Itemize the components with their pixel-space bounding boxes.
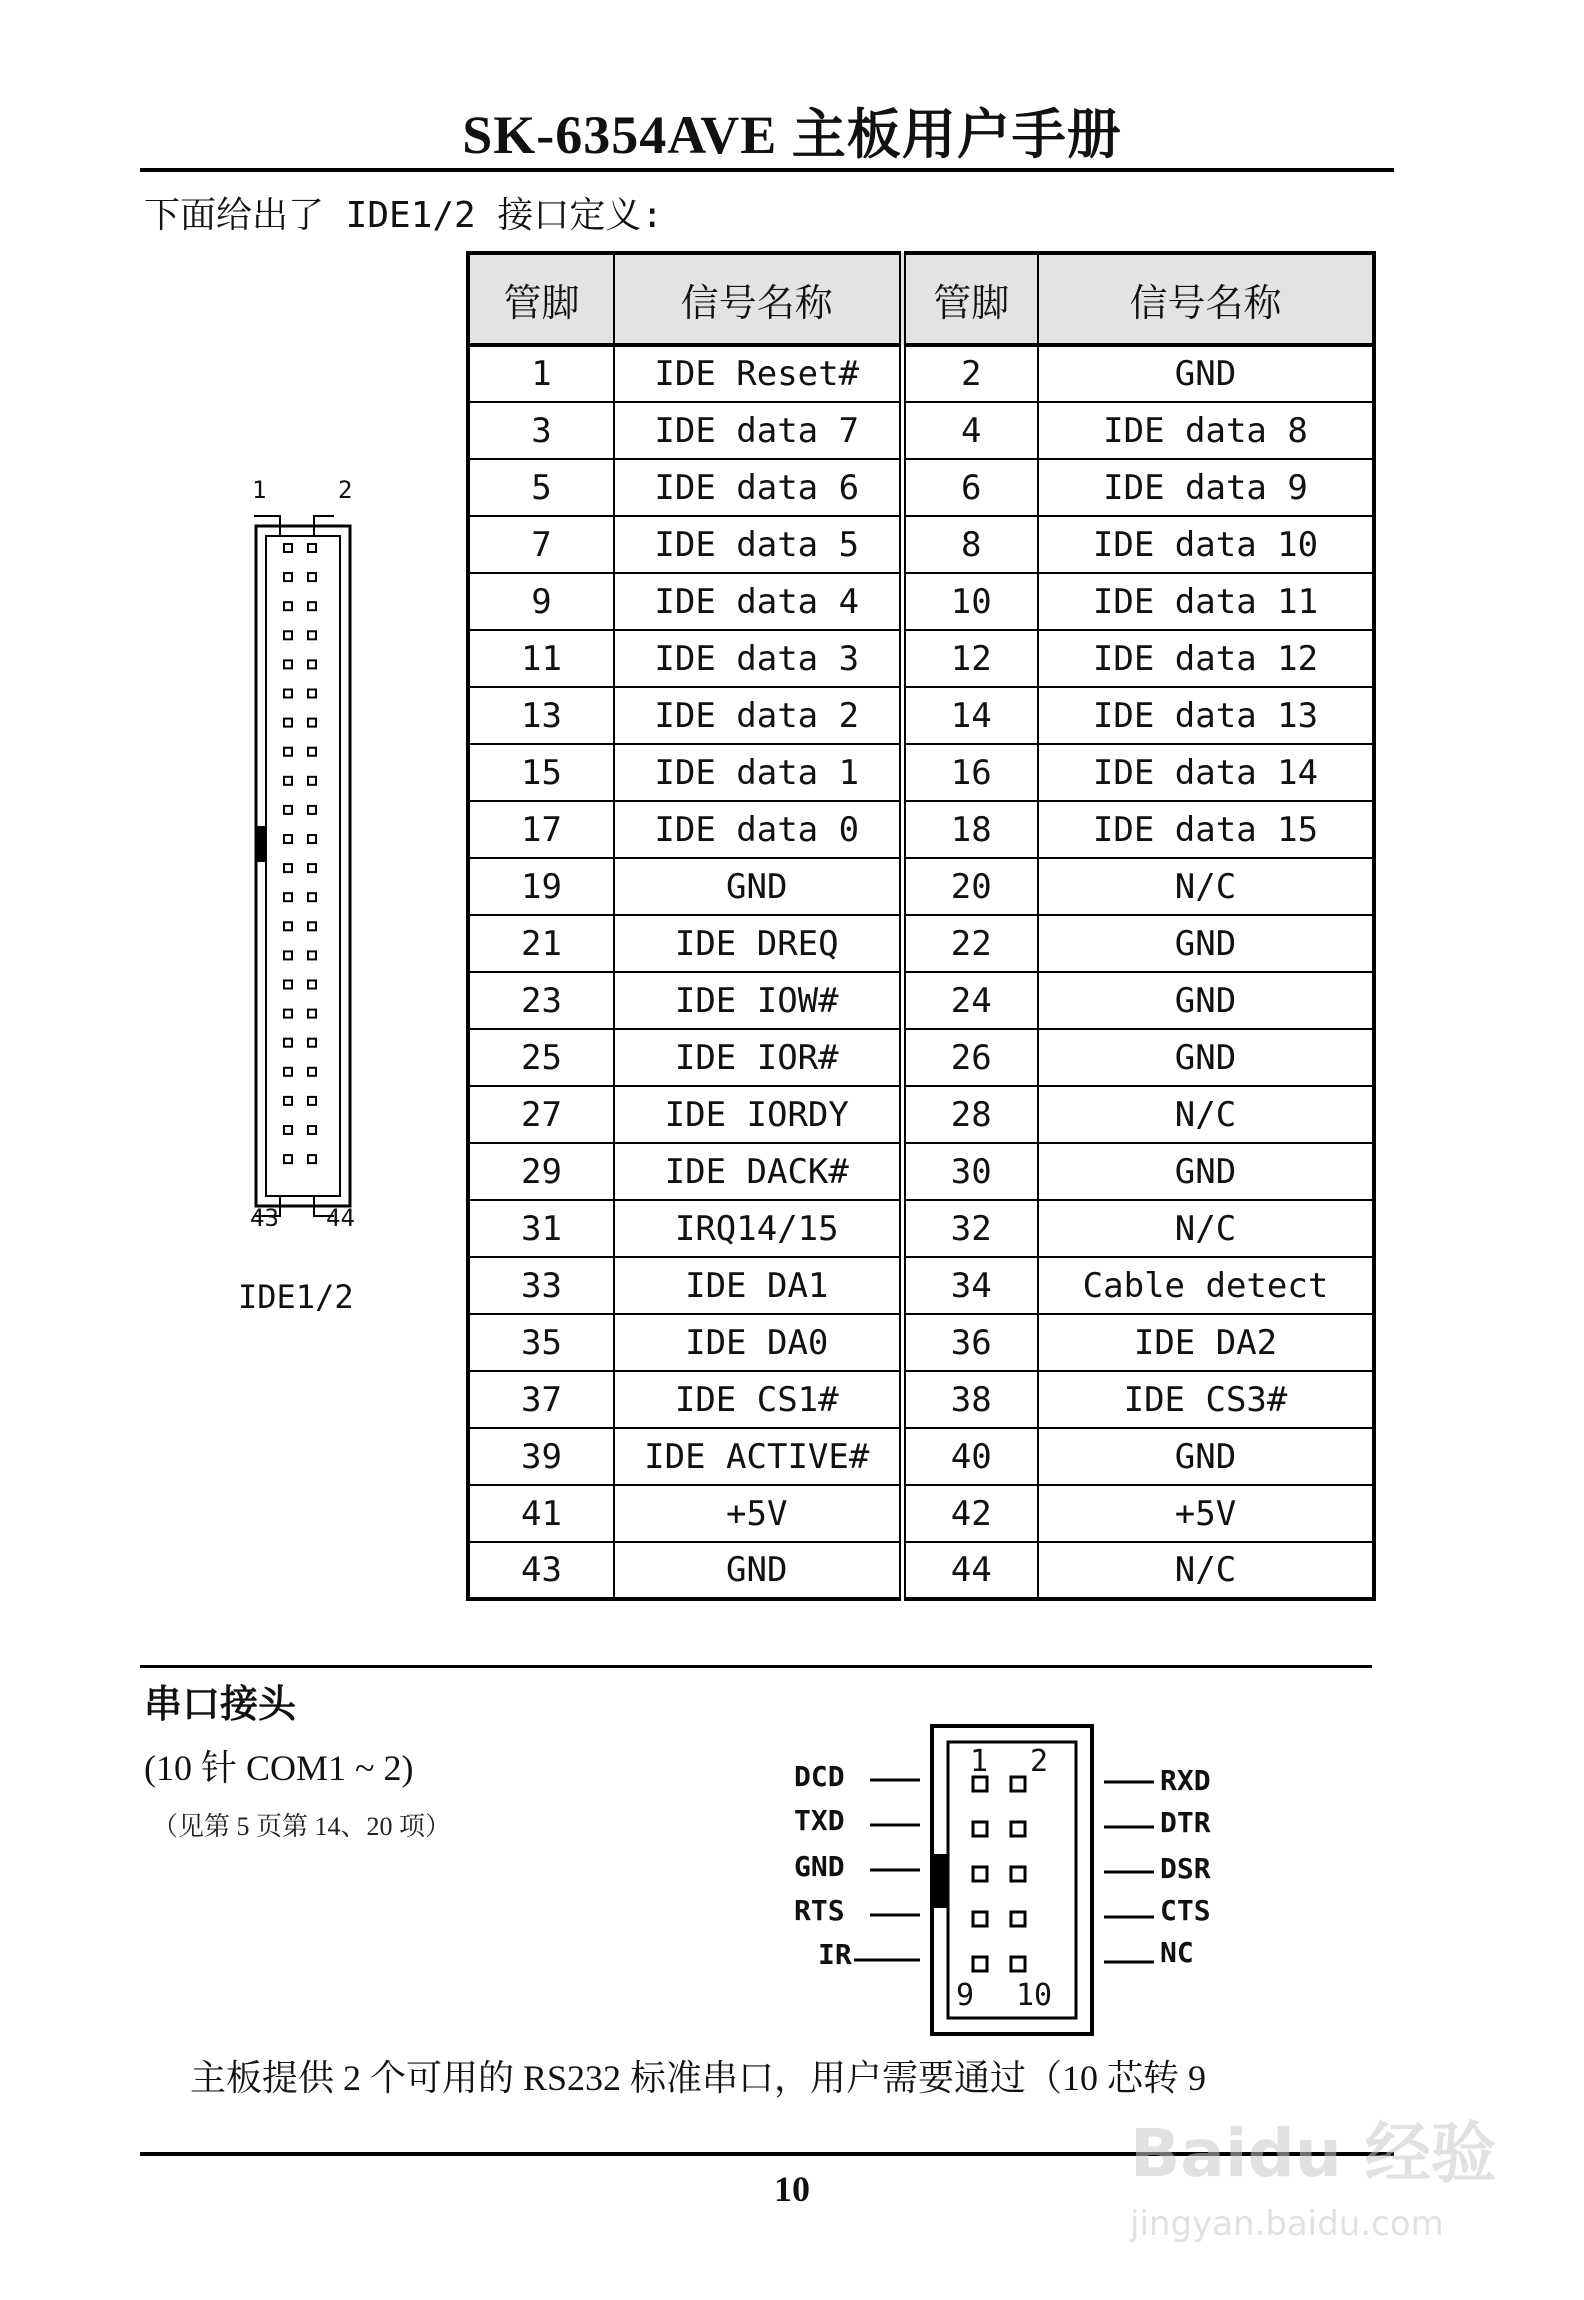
ide-pin xyxy=(284,1068,292,1076)
intro-text: 下面给出了 IDE1/2 接口定义: xyxy=(144,195,664,236)
com-pin xyxy=(1011,1777,1025,1791)
signal-name-cell: +5V xyxy=(1038,1485,1374,1542)
signal-name-cell: IDE data 0 xyxy=(614,801,902,858)
signal-name-cell: GND xyxy=(1038,345,1374,402)
signal-name-cell: IDE IOW# xyxy=(614,972,902,1029)
table-row xyxy=(468,345,1374,402)
ide-pin xyxy=(284,806,292,814)
signal-name-cell: IDE data 10 xyxy=(1038,516,1374,573)
com-signal-txd: TXD xyxy=(794,1804,845,1837)
table-row xyxy=(468,1485,1374,1542)
signal-name-cell: IDE data 15 xyxy=(1038,801,1374,858)
pin-number-cell: 12 xyxy=(902,630,1038,687)
ide-pin-label-2: 2 xyxy=(338,476,353,504)
pin-number-cell: 3 xyxy=(468,402,614,459)
com-signal-gnd: GND xyxy=(794,1850,845,1883)
ide-pin xyxy=(284,660,292,668)
table-row xyxy=(468,1428,1374,1485)
signal-name-cell: IDE DACK# xyxy=(614,1143,902,1200)
table-row xyxy=(468,1542,1374,1599)
pin-number-cell: 6 xyxy=(902,459,1038,516)
signal-name-cell: IDE DREQ xyxy=(614,915,902,972)
signal-name-cell: GND xyxy=(614,1542,902,1599)
pin-number-cell: 13 xyxy=(468,687,614,744)
table-row xyxy=(468,858,1374,915)
table-row xyxy=(468,801,1374,858)
ide-connector-caption: IDE1/2 xyxy=(238,1278,354,1316)
ide-pin xyxy=(308,748,316,756)
signal-name-cell: IDE data 7 xyxy=(614,402,902,459)
ide-pin xyxy=(308,602,316,610)
ide-pin xyxy=(284,690,292,698)
ide-pin xyxy=(308,864,316,872)
ide-pin xyxy=(308,631,316,639)
table-row xyxy=(468,1257,1374,1314)
pin-number-cell: 5 xyxy=(468,459,614,516)
com-signal-dsr: DSR xyxy=(1160,1852,1211,1885)
table-row xyxy=(468,915,1374,972)
section-rule xyxy=(140,1665,1372,1668)
ide-pin xyxy=(284,719,292,727)
signal-name-cell: IDE Reset# xyxy=(614,345,902,402)
header-signal-name: 信号名称 xyxy=(1038,253,1374,345)
watermark-logo xyxy=(1130,2100,1550,2260)
ide-connector-shape xyxy=(240,496,380,1276)
pin-number-cell: 29 xyxy=(468,1143,614,1200)
table-row xyxy=(468,972,1374,1029)
table-row xyxy=(468,1200,1374,1257)
pin-number-cell: 36 xyxy=(902,1314,1038,1371)
ide-pin xyxy=(308,1010,316,1018)
signal-name-cell: N/C xyxy=(1038,1542,1374,1599)
signal-name-cell: IDE ACTIVE# xyxy=(614,1428,902,1485)
pin-number-cell: 9 xyxy=(468,573,614,630)
pin-number-cell: 28 xyxy=(902,1086,1038,1143)
com-connector-diagram xyxy=(770,1712,1250,2042)
com-signal-rxd: RXD xyxy=(1160,1764,1211,1797)
ide-pin-label-44: 44 xyxy=(326,1204,355,1232)
pin-number-cell: 43 xyxy=(468,1542,614,1599)
signal-name-cell: GND xyxy=(1038,1029,1374,1086)
pin-number-cell: 11 xyxy=(468,630,614,687)
com-pin-label-9: 9 xyxy=(956,1978,975,2013)
ide-pin xyxy=(284,981,292,989)
ide-pin xyxy=(284,544,292,552)
signal-name-cell: GND xyxy=(1038,972,1374,1029)
pin-number-cell: 34 xyxy=(902,1257,1038,1314)
header-signal-name: 信号名称 xyxy=(614,253,902,345)
com-pin-label-2: 2 xyxy=(1030,1744,1049,1779)
body-paragraph: 主板提供 2 个可用的 RS232 标准串口，用户需要通过（10 芯转 9 xyxy=(190,2058,1207,2098)
ide-pin xyxy=(284,1126,292,1134)
signal-name-cell: IDE data 1 xyxy=(614,744,902,801)
com-signal-dcd: DCD xyxy=(794,1760,845,1793)
ide-pin xyxy=(308,1097,316,1105)
table-row xyxy=(468,744,1374,801)
pin-number-cell: 19 xyxy=(468,858,614,915)
ide-pin xyxy=(284,631,292,639)
pin-number-cell: 8 xyxy=(902,516,1038,573)
signal-name-cell: IDE data 12 xyxy=(1038,630,1374,687)
pin-number-cell: 37 xyxy=(468,1371,614,1428)
ide-pin xyxy=(284,1155,292,1163)
signal-name-cell: IDE DA0 xyxy=(614,1314,902,1371)
com-pin-label-1: 1 xyxy=(970,1744,989,1779)
ide-pin xyxy=(284,951,292,959)
pin-number-cell: 15 xyxy=(468,744,614,801)
pin-number-cell: 14 xyxy=(902,687,1038,744)
pin-number-cell: 21 xyxy=(468,915,614,972)
signal-name-cell: GND xyxy=(1038,1428,1374,1485)
ide-pin xyxy=(284,748,292,756)
table-row xyxy=(468,402,1374,459)
pin-number-cell: 25 xyxy=(468,1029,614,1086)
serial-heading: 串口接头 xyxy=(144,1682,297,1726)
pin-number-cell: 17 xyxy=(468,801,614,858)
table-row xyxy=(468,573,1374,630)
table-row xyxy=(468,1371,1374,1428)
ide-pin xyxy=(308,1155,316,1163)
table-row xyxy=(468,1143,1374,1200)
table-row xyxy=(468,1029,1374,1086)
ide-pin xyxy=(308,981,316,989)
com-pin xyxy=(973,1912,987,1926)
table-row xyxy=(468,516,1374,573)
pin-number-cell: 23 xyxy=(468,972,614,1029)
pin-number-cell: 30 xyxy=(902,1143,1038,1200)
signal-name-cell: N/C xyxy=(1038,1200,1374,1257)
signal-name-cell: +5V xyxy=(614,1485,902,1542)
ide-pin xyxy=(284,1039,292,1047)
pin-number-cell: 10 xyxy=(902,573,1038,630)
ide-pin xyxy=(284,922,292,930)
signal-name-cell: IDE data 8 xyxy=(1038,402,1374,459)
ide-pin xyxy=(284,893,292,901)
ide-pin xyxy=(308,951,316,959)
signal-name-cell: IDE IORDY xyxy=(614,1086,902,1143)
com-pin xyxy=(973,1957,987,1971)
com-pin xyxy=(1011,1867,1025,1881)
com-signal-cts: CTS xyxy=(1160,1894,1211,1927)
com-pin xyxy=(1011,1912,1025,1926)
signal-name-cell: IDE data 2 xyxy=(614,687,902,744)
pin-number-cell: 24 xyxy=(902,972,1038,1029)
signal-name-cell: IDE IOR# xyxy=(614,1029,902,1086)
ide-pin xyxy=(308,719,316,727)
signal-name-cell: IDE DA2 xyxy=(1038,1314,1374,1371)
pin-number-cell: 35 xyxy=(468,1314,614,1371)
signal-name-cell: IRQ14/15 xyxy=(614,1200,902,1257)
pin-number-cell: 16 xyxy=(902,744,1038,801)
signal-name-cell: IDE data 3 xyxy=(614,630,902,687)
signal-name-cell: IDE data 14 xyxy=(1038,744,1374,801)
signal-name-cell: GND xyxy=(614,858,902,915)
header-rule xyxy=(140,168,1394,172)
pin-number-cell: 1 xyxy=(468,345,614,402)
signal-name-cell: IDE DA1 xyxy=(614,1257,902,1314)
signal-name-cell: IDE data 13 xyxy=(1038,687,1374,744)
pin-number-cell: 7 xyxy=(468,516,614,573)
table-row xyxy=(468,687,1374,744)
pin-number-cell: 32 xyxy=(902,1200,1038,1257)
com-pin xyxy=(973,1777,987,1791)
pin-number-cell: 22 xyxy=(902,915,1038,972)
signal-name-cell: IDE data 4 xyxy=(614,573,902,630)
pin-table-body xyxy=(468,345,1374,1599)
pin-number-cell: 4 xyxy=(902,402,1038,459)
ide-pin xyxy=(308,1039,316,1047)
table-row xyxy=(468,1314,1374,1371)
com-pin xyxy=(1011,1957,1025,1971)
pin-number-cell: 42 xyxy=(902,1485,1038,1542)
ide-pin xyxy=(308,1068,316,1076)
pin-number-cell: 40 xyxy=(902,1428,1038,1485)
pin-number-cell: 41 xyxy=(468,1485,614,1542)
ide-pin xyxy=(308,660,316,668)
signal-name-cell: IDE data 9 xyxy=(1038,459,1374,516)
ide-pin xyxy=(284,573,292,581)
ide-pin xyxy=(284,864,292,872)
header-pin: 管脚 xyxy=(468,253,614,345)
com-signal-rts: RTS xyxy=(794,1894,845,1927)
table-row xyxy=(468,630,1374,687)
signal-name-cell: IDE data 11 xyxy=(1038,573,1374,630)
ide-pin-label-43: 43 xyxy=(250,1204,279,1232)
ide-pin xyxy=(308,777,316,785)
pin-number-cell: 38 xyxy=(902,1371,1038,1428)
header-pin: 管脚 xyxy=(902,253,1038,345)
signal-name-cell: IDE CS3# xyxy=(1038,1371,1374,1428)
ide-pin xyxy=(308,1126,316,1134)
pin-number-cell: 26 xyxy=(902,1029,1038,1086)
table-header-row xyxy=(468,253,1374,345)
com-signal-nc: NC xyxy=(1160,1936,1194,1969)
page-title: SK-6354AVE 主板用户手册 xyxy=(462,105,1122,165)
com-signal-dtr: DTR xyxy=(1160,1806,1211,1839)
pin-number-cell: 2 xyxy=(902,345,1038,402)
signal-name-cell: Cable detect xyxy=(1038,1257,1374,1314)
serial-note: （见第 5 页第 14、20 项） xyxy=(152,1812,452,1841)
ide-pin-label-1: 1 xyxy=(252,476,267,504)
watermark-brand: Baidu 经验 xyxy=(1130,2115,1497,2192)
signal-name-cell: GND xyxy=(1038,1143,1374,1200)
watermark-url: jingyan.baidu.com xyxy=(1130,2204,1444,2244)
ide-pin-table xyxy=(466,251,1376,1601)
signal-name-cell: GND xyxy=(1038,915,1374,972)
ide-pin xyxy=(284,1097,292,1105)
signal-name-cell: N/C xyxy=(1038,858,1374,915)
ide-pin xyxy=(284,777,292,785)
ide-pin xyxy=(284,1010,292,1018)
serial-subheading: (10 针 COM1 ~ 2) xyxy=(144,1748,414,1788)
pin-number-cell: 31 xyxy=(468,1200,614,1257)
pin-number-cell: 39 xyxy=(468,1428,614,1485)
com-pin xyxy=(973,1822,987,1836)
ide-pin xyxy=(308,690,316,698)
com-pin xyxy=(973,1867,987,1881)
com-pin xyxy=(1011,1822,1025,1836)
ide-pin xyxy=(308,806,316,814)
signal-name-cell: IDE CS1# xyxy=(614,1371,902,1428)
ide-pin xyxy=(284,835,292,843)
ide-pin xyxy=(308,893,316,901)
table-row xyxy=(468,1086,1374,1143)
signal-name-cell: N/C xyxy=(1038,1086,1374,1143)
pin-number-cell: 33 xyxy=(468,1257,614,1314)
pin-number-cell: 44 xyxy=(902,1542,1038,1599)
ide-pin xyxy=(284,602,292,610)
ide-pin xyxy=(308,922,316,930)
table-row xyxy=(468,459,1374,516)
pin-number-cell: 18 xyxy=(902,801,1038,858)
signal-name-cell: IDE data 5 xyxy=(614,516,902,573)
pin-number-cell: 20 xyxy=(902,858,1038,915)
signal-name-cell: IDE data 6 xyxy=(614,459,902,516)
ide-pin xyxy=(308,835,316,843)
ide-pin xyxy=(308,544,316,552)
com-pin-label-10: 10 xyxy=(1016,1978,1053,2013)
pin-number-cell: 27 xyxy=(468,1086,614,1143)
page-number: 10 xyxy=(774,2169,810,2209)
ide-pin xyxy=(308,573,316,581)
com-signal-ir: IR xyxy=(818,1938,852,1971)
